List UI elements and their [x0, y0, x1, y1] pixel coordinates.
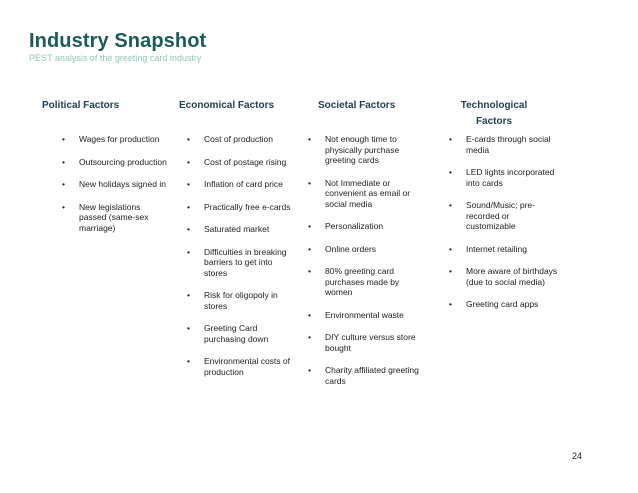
list-item-text: More aware of birthdays (due to social media)	[466, 266, 558, 287]
list-item	[62, 202, 167, 234]
list-item-text: Internet retailing	[466, 243, 527, 254]
list-item	[308, 266, 423, 298]
list-item-text: Charity affiliated greeting cards	[325, 365, 419, 386]
political-factors-header: Political Factors	[42, 100, 120, 111]
bullet-icon: •	[308, 221, 311, 231]
list-item-text: Wages for production	[79, 134, 160, 144]
list-item	[187, 290, 297, 311]
list-item-text: Cost of postage rising	[204, 156, 287, 167]
bullet-icon: •	[187, 290, 190, 300]
list-item-text: New legislations passed (same-sex marriage)	[79, 201, 149, 233]
list-item	[187, 134, 297, 145]
list-item-text: Difficulties in breaking barriers to get into stores	[204, 246, 287, 278]
bullet-icon: •	[62, 134, 65, 144]
list-item	[449, 266, 559, 287]
list-item-text: Environmental costs of production	[204, 356, 290, 377]
list-item-text: Saturated market	[204, 224, 270, 234]
list-item	[187, 202, 297, 213]
bullet-icon: •	[187, 246, 190, 257]
list-item	[308, 365, 423, 386]
bullet-icon: •	[187, 201, 190, 212]
list-item-text: Not Immediate or convenient as email or social media	[325, 177, 411, 209]
list-item-text: Outsourcing production	[79, 156, 167, 167]
economical-factors-list	[187, 134, 297, 389]
bullet-icon: •	[62, 179, 65, 189]
list-item-text: Risk for oligopoly in stores	[204, 290, 278, 311]
bullet-icon: •	[308, 266, 311, 276]
list-item	[308, 244, 423, 255]
list-item	[187, 224, 297, 235]
bullet-icon: •	[187, 224, 190, 234]
bullet-icon: •	[187, 356, 190, 366]
list-item	[187, 323, 297, 344]
list-item-text: Practically free e-cards	[204, 201, 291, 212]
bullet-icon: •	[308, 365, 311, 375]
societal-factors-list	[308, 134, 423, 398]
list-item-text: Inflation of card price	[204, 179, 283, 189]
bullet-icon: •	[308, 309, 311, 320]
list-item	[62, 157, 167, 168]
bullet-icon: •	[308, 134, 311, 144]
list-item-text: Not enough time to physically purchase greeting cards	[325, 134, 400, 165]
bullet-icon: •	[308, 243, 311, 254]
list-item	[187, 356, 297, 377]
slide-subtitle: PEST analysis of the greeting card industry	[29, 53, 202, 63]
bullet-icon: •	[308, 332, 311, 342]
list-item	[449, 244, 559, 255]
technological-factors-list	[449, 134, 559, 322]
list-item-text: Greeting card apps	[466, 299, 539, 309]
list-item-text: Online orders	[325, 243, 377, 254]
list-item	[308, 310, 423, 321]
list-item-text: Environmental waste	[325, 309, 404, 320]
list-item-text: Cost of production	[204, 134, 273, 144]
list-item-text: Personalization	[325, 221, 384, 231]
page-number: 24	[572, 451, 583, 461]
bullet-icon: •	[187, 134, 190, 144]
bullet-icon: •	[308, 177, 311, 188]
economical-factors-header: Economical Factors	[179, 100, 275, 111]
bullet-icon: •	[449, 266, 452, 276]
bullet-icon: •	[187, 156, 190, 167]
bullet-icon: •	[187, 323, 190, 333]
bullet-icon: •	[62, 156, 65, 167]
bullet-icon: •	[187, 179, 190, 189]
bullet-icon: •	[449, 134, 452, 144]
list-item-text: Greeting Card purchasing down	[204, 323, 269, 344]
slide-title: Industry Snapshot	[29, 30, 207, 52]
list-item-text: LED lights incorporated into cards	[466, 167, 555, 188]
technological-factors-header: Technological Factors	[460, 100, 528, 127]
list-item-text: E-cards through social media	[466, 134, 551, 155]
list-item	[449, 299, 559, 310]
list-item	[308, 332, 423, 353]
list-item	[449, 134, 559, 155]
bullet-icon: •	[62, 201, 65, 212]
list-item	[449, 167, 559, 188]
societal-factors-header: Societal Factors	[318, 100, 396, 111]
list-item-text: New holidays signed in	[79, 179, 166, 189]
bullet-icon: •	[449, 167, 452, 177]
list-item-text: 80% greeting card purchases made by women	[325, 266, 400, 297]
list-item-text: Sound/Music; pre-recorded or customizable	[466, 200, 535, 231]
list-item	[187, 179, 297, 190]
bullet-icon: •	[449, 299, 452, 309]
political-factors-list	[62, 134, 167, 245]
list-item	[308, 178, 423, 210]
list-item-text: DIY culture versus store bought	[325, 332, 416, 353]
list-item	[308, 134, 423, 166]
list-item	[187, 247, 297, 279]
list-item	[187, 157, 297, 168]
list-item	[62, 134, 167, 145]
list-item	[449, 200, 559, 232]
bullet-icon: •	[449, 243, 452, 254]
list-item	[62, 179, 167, 190]
list-item	[308, 221, 423, 232]
bullet-icon: •	[449, 200, 452, 210]
